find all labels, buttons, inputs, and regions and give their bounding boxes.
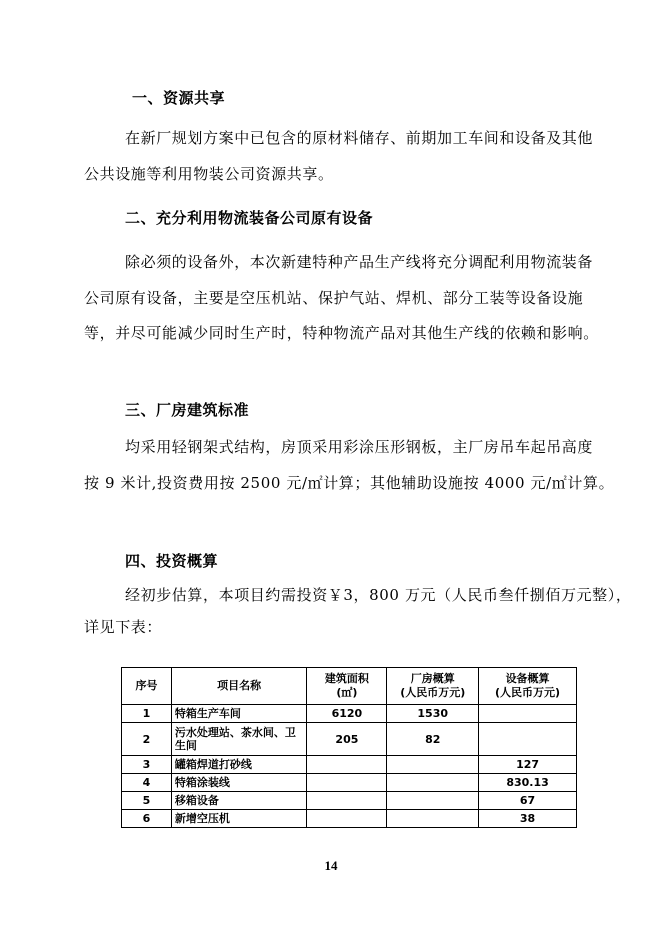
cell-building: [387, 792, 479, 810]
header-seq: 序号: [122, 668, 172, 705]
cell-building: [387, 756, 479, 774]
table-header-row: [122, 668, 577, 705]
cell-name: 污水处理站、茶水间、卫生间: [171, 723, 307, 756]
cell-seq: 1: [122, 705, 172, 723]
cell-name: 罐箱焊道打砂线: [171, 756, 307, 774]
header-item-name: 项目名称: [171, 668, 307, 705]
cell-seq: 6: [122, 810, 172, 828]
paragraph-line: 除必须的设备外，本次新建特种产品生产线将充分调配利用物流装备: [125, 253, 594, 271]
table-row: [122, 792, 577, 810]
cell-area: 6120: [307, 705, 387, 723]
cell-building: 1530: [387, 705, 479, 723]
cell-equipment: 830.13: [479, 774, 577, 792]
paragraph-line: 经初步估算，本项目约需投资￥3，800 万元（人民币叁仟捌佰万元整），: [125, 586, 632, 604]
cell-equipment: 67: [479, 792, 577, 810]
cell-building: [387, 774, 479, 792]
table-row: [122, 774, 577, 792]
cell-equipment: 38: [479, 810, 577, 828]
cell-seq: 3: [122, 756, 172, 774]
paragraph-line: 公司原有设备，主要是空压机站、保护气站、焊机、部分工装等设备设施: [84, 289, 584, 307]
header-building-estimate: 厂房概算 (人民币万元): [387, 668, 479, 705]
cell-name: 特箱涂装线: [171, 774, 307, 792]
cell-building: [387, 810, 479, 828]
paragraph-line: 按 9 米计,投资费用按 2500 元/㎡计算；其他辅助设施按 4000 元/㎡计算。: [84, 474, 615, 492]
cell-seq: 4: [122, 774, 172, 792]
section-heading-investment-estimate: 四、投资概算: [125, 552, 219, 570]
paragraph-line: 公共设施等利用物装公司资源共享。: [84, 165, 334, 183]
cell-area: [307, 810, 387, 828]
cell-seq: 5: [122, 792, 172, 810]
paragraph-line: 等，并尽可能减少同时生产时，特种物流产品对其他生产线的依赖和影响。: [84, 324, 599, 342]
cell-area: 205: [307, 723, 387, 756]
cell-area: [307, 792, 387, 810]
investment-table: [121, 667, 577, 828]
table-row: [122, 723, 577, 756]
cell-equipment: 127: [479, 756, 577, 774]
cell-equipment: [479, 723, 577, 756]
section-heading-building-standard: 三、厂房建筑标准: [125, 401, 250, 419]
cell-seq: 2: [122, 723, 172, 756]
cell-area: [307, 756, 387, 774]
table-row: [122, 756, 577, 774]
cell-name: 移箱设备: [171, 792, 307, 810]
cell-area: [307, 774, 387, 792]
cell-equipment: [479, 705, 577, 723]
header-building-area: 建筑面积 (㎡): [307, 668, 387, 705]
paragraph-line: 均采用轻钢架式结构，房顶采用彩涂压形钢板，主厂房吊车起吊高度: [125, 438, 594, 456]
table-row: [122, 810, 577, 828]
table-row: [122, 705, 577, 723]
section-heading-existing-equipment: 二、充分利用物流装备公司原有设备: [125, 209, 374, 227]
cell-building: 82: [387, 723, 479, 756]
page-number: 14: [324, 858, 338, 873]
paragraph-line: 详见下表：: [84, 618, 163, 636]
section-heading-resource-sharing: 一、资源共享: [132, 89, 226, 107]
paragraph-line: 在新厂规划方案中已包含的原材料储存、前期加工车间和设备及其他: [125, 129, 594, 147]
cell-name: 新增空压机: [171, 810, 307, 828]
cell-name: 特箱生产车间: [171, 705, 307, 723]
header-equipment-estimate: 设备概算 (人民币万元): [479, 668, 577, 705]
